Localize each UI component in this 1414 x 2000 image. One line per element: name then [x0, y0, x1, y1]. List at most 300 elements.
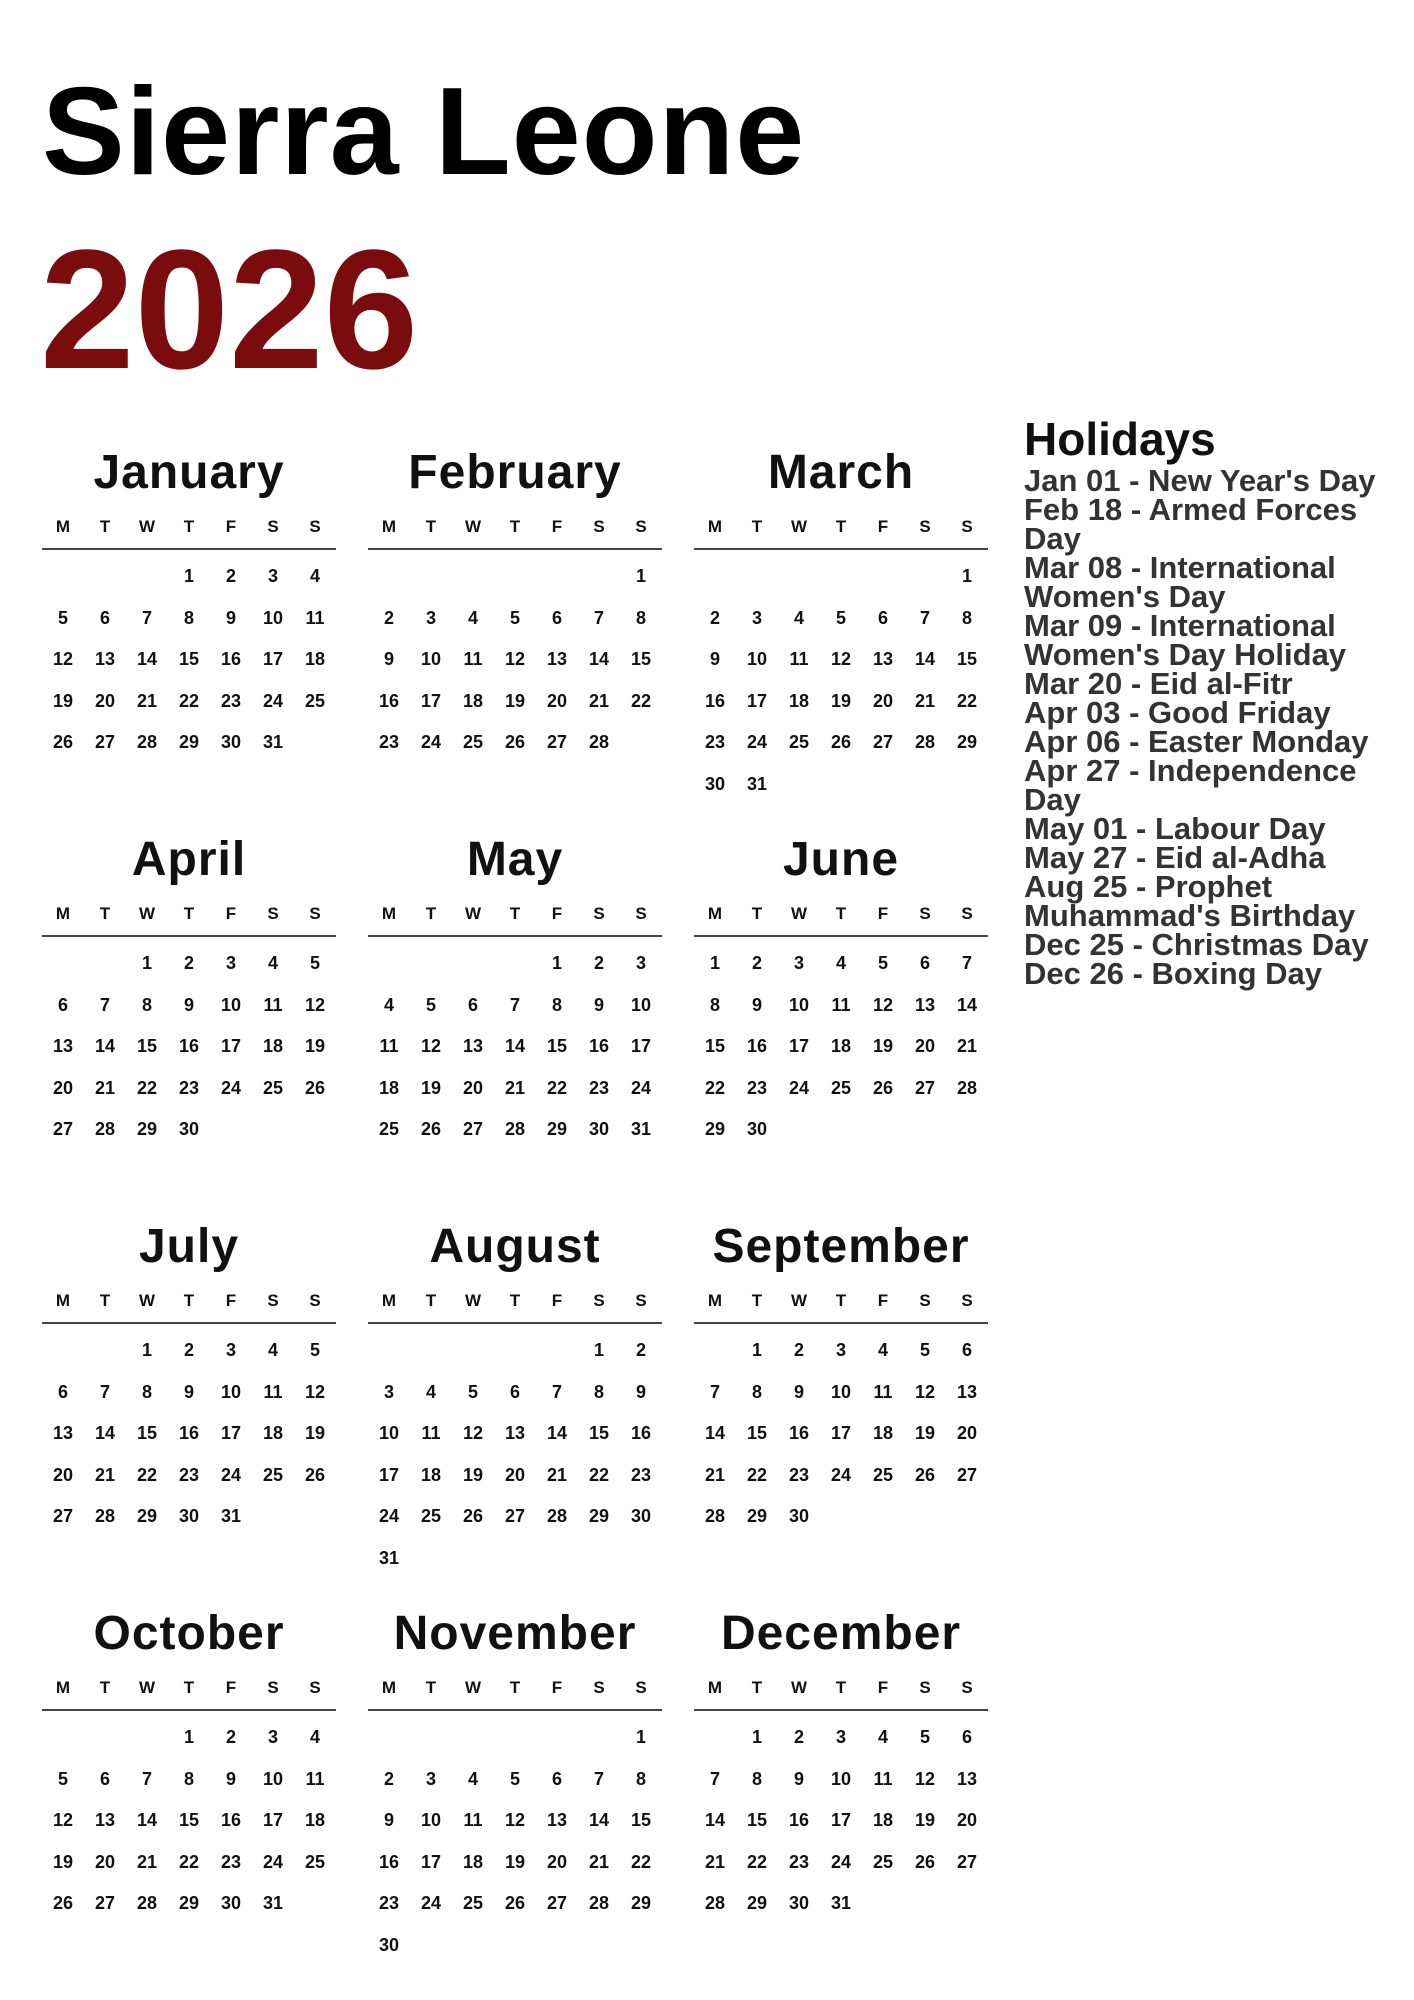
- weekday-label: T: [425, 1291, 437, 1310]
- weekday-label: T: [509, 1678, 521, 1697]
- months-grid: [42, 440, 992, 1988]
- day-cell: 12: [504, 649, 526, 669]
- weekday-label: M: [55, 517, 71, 536]
- day-cell: 11: [379, 1036, 399, 1056]
- weekday-label: S: [309, 904, 321, 923]
- year-title: 2026: [40, 215, 419, 405]
- day-cell: 14: [588, 649, 610, 669]
- day-cell: 23: [220, 690, 242, 711]
- weekday-label: T: [99, 517, 111, 536]
- day-cell: 12: [830, 649, 852, 669]
- weekday-header-row: [42, 893, 336, 937]
- day-cell: 23: [746, 1077, 768, 1098]
- day-cell: 14: [94, 1423, 116, 1443]
- day-grid: [694, 1711, 988, 1925]
- day-cell: 26: [462, 1506, 484, 1526]
- weekday-label: M: [707, 1678, 723, 1697]
- empty-cell: [862, 556, 904, 598]
- empty-cell: [368, 1330, 410, 1372]
- day-cell: 22: [546, 1077, 568, 1098]
- day-cell: 21: [94, 1077, 116, 1098]
- weekday-header-row: [42, 1667, 336, 1711]
- day-cell: 20: [914, 1036, 936, 1056]
- day-cell: 1: [141, 953, 152, 973]
- day-cell: 11: [305, 607, 325, 628]
- day-cell: 4: [835, 953, 846, 973]
- day-cell: 5: [467, 1381, 478, 1402]
- month-july: [42, 1214, 336, 1601]
- weekday-label: S: [961, 904, 973, 923]
- day-cell: 22: [746, 1851, 768, 1872]
- month-name: January: [93, 446, 285, 499]
- day-cell: 9: [183, 1381, 194, 1402]
- day-cell: 19: [304, 1036, 326, 1056]
- day-cell: 5: [509, 1768, 520, 1789]
- day-cell: 27: [546, 1893, 568, 1913]
- empty-cell: [778, 556, 820, 598]
- day-cell: 7: [593, 1768, 604, 1789]
- day-cell: 3: [425, 607, 436, 628]
- day-cell: 28: [588, 732, 610, 752]
- day-cell: 14: [704, 1423, 726, 1443]
- month-december: [694, 1601, 988, 1988]
- day-cell: 25: [872, 1464, 894, 1485]
- day-cell: 31: [262, 1893, 284, 1913]
- day-cell: 13: [956, 1768, 978, 1789]
- day-cell: 2: [635, 1340, 646, 1360]
- day-cell: 19: [872, 1036, 894, 1056]
- holiday-item: Mar 09 - International Women's Day Holiday: [1024, 608, 1347, 672]
- weekday-label: S: [961, 517, 973, 536]
- day-cell: 24: [830, 1464, 852, 1485]
- day-grid: [368, 1711, 662, 1966]
- day-cell: 4: [309, 1727, 320, 1747]
- month-january: [42, 440, 336, 827]
- day-cell: 7: [709, 1381, 720, 1402]
- day-cell: 26: [872, 1077, 894, 1098]
- day-cell: 9: [751, 994, 762, 1015]
- day-cell: 17: [830, 1423, 852, 1443]
- day-cell: 15: [630, 1810, 652, 1830]
- day-cell: 28: [914, 732, 936, 752]
- day-cell: 17: [788, 1036, 810, 1056]
- weekday-label: T: [425, 1678, 437, 1697]
- holiday-item: Feb 18 - Armed Forces Day: [1024, 492, 1358, 556]
- day-cell: 24: [262, 1851, 284, 1872]
- weekday-label: T: [751, 517, 763, 536]
- day-cell: 30: [588, 1119, 610, 1139]
- weekday-label: W: [138, 517, 156, 536]
- weekday-label: F: [225, 517, 237, 536]
- month-name: August: [429, 1220, 601, 1273]
- weekday-label: T: [835, 1291, 847, 1310]
- day-cell: 9: [383, 1810, 394, 1830]
- day-cell: 10: [262, 607, 284, 628]
- day-cell: 27: [52, 1506, 74, 1526]
- weekday-label: F: [877, 517, 889, 536]
- day-cell: 15: [746, 1423, 768, 1443]
- day-cell: 1: [183, 566, 194, 586]
- day-cell: 12: [420, 1036, 442, 1056]
- day-cell: 5: [509, 607, 520, 628]
- weekday-label: T: [183, 517, 195, 536]
- day-cell: 7: [141, 607, 152, 628]
- day-cell: 29: [746, 1893, 768, 1913]
- day-cell: 14: [136, 1810, 158, 1830]
- day-cell: 20: [956, 1810, 978, 1830]
- day-cell: 17: [630, 1036, 652, 1056]
- day-cell: 18: [872, 1810, 894, 1830]
- empty-cell: [694, 556, 736, 598]
- day-cell: 6: [919, 953, 930, 973]
- holiday-item: Apr 06 - Easter Monday: [1024, 724, 1369, 759]
- day-cell: 28: [704, 1893, 726, 1913]
- empty-cell: [368, 943, 410, 985]
- day-cell: 6: [99, 1768, 110, 1789]
- day-cell: 11: [873, 1768, 893, 1789]
- day-cell: 3: [383, 1381, 394, 1402]
- day-cell: 27: [504, 1506, 526, 1526]
- day-cell: 26: [914, 1464, 936, 1485]
- weekday-label: S: [593, 1291, 605, 1310]
- empty-cell: [578, 556, 620, 598]
- day-cell: 16: [178, 1036, 200, 1056]
- day-cell: 12: [304, 1381, 326, 1402]
- day-cell: 8: [709, 994, 720, 1015]
- day-cell: 15: [746, 1810, 768, 1830]
- day-cell: 10: [220, 994, 242, 1015]
- day-cell: 17: [262, 649, 284, 669]
- weekday-label: W: [790, 1678, 808, 1697]
- day-cell: 26: [304, 1077, 326, 1098]
- day-cell: 16: [588, 1036, 610, 1056]
- day-cell: 16: [630, 1423, 652, 1443]
- day-cell: 10: [630, 994, 652, 1015]
- day-cell: 17: [746, 690, 768, 711]
- empty-cell: [84, 1330, 126, 1372]
- weekday-label: S: [635, 517, 647, 536]
- day-cell: 21: [956, 1036, 978, 1056]
- holiday-item: Mar 20 - Eid al-Fitr: [1024, 666, 1293, 701]
- weekday-label: M: [55, 1291, 71, 1310]
- holiday-item: Apr 27 - Independence Day: [1024, 753, 1357, 817]
- day-cell: 2: [793, 1727, 804, 1747]
- weekday-label: T: [509, 517, 521, 536]
- day-cell: 27: [462, 1119, 484, 1139]
- day-cell: 29: [178, 732, 200, 752]
- weekday-label: M: [381, 904, 397, 923]
- month-name: December: [720, 1607, 962, 1660]
- weekday-header-row: [368, 506, 662, 550]
- weekday-label: M: [707, 1291, 723, 1310]
- day-cell: 8: [551, 994, 562, 1015]
- day-cell: 16: [220, 1810, 242, 1830]
- day-cell: 12: [914, 1381, 936, 1402]
- weekday-label: S: [593, 517, 605, 536]
- day-cell: 25: [830, 1077, 852, 1098]
- day-cell: 20: [462, 1077, 484, 1098]
- day-cell: 21: [136, 1851, 158, 1872]
- weekday-header-row: [368, 1280, 662, 1324]
- weekday-label: T: [183, 1678, 195, 1697]
- day-cell: 24: [630, 1077, 652, 1098]
- day-cell: 16: [220, 649, 242, 669]
- day-cell: 7: [99, 994, 110, 1015]
- day-cell: 21: [704, 1464, 726, 1485]
- day-cell: 30: [378, 1934, 400, 1955]
- day-cell: 1: [751, 1340, 762, 1360]
- day-cell: 25: [420, 1506, 442, 1526]
- day-cell: 26: [830, 732, 852, 752]
- day-cell: 2: [383, 1768, 394, 1789]
- day-cell: 15: [178, 649, 200, 669]
- weekday-label: S: [267, 1678, 279, 1697]
- day-cell: 20: [956, 1423, 978, 1443]
- day-cell: 5: [425, 994, 436, 1015]
- day-cell: 18: [304, 1810, 326, 1830]
- day-cell: 4: [877, 1340, 888, 1360]
- day-cell: 25: [262, 1077, 284, 1098]
- day-cell: 12: [914, 1768, 936, 1789]
- holiday-list: [1024, 463, 1404, 991]
- day-cell: 24: [746, 732, 768, 752]
- day-cell: 7: [141, 1768, 152, 1789]
- day-cell: 1: [183, 1727, 194, 1747]
- day-cell: 8: [141, 994, 152, 1015]
- empty-cell: [694, 1330, 736, 1372]
- day-cell: 20: [52, 1464, 74, 1485]
- day-cell: 19: [914, 1423, 936, 1443]
- day-cell: 28: [136, 1893, 158, 1913]
- day-cell: 12: [504, 1810, 526, 1830]
- day-cell: 6: [551, 607, 562, 628]
- day-cell: 10: [420, 1810, 442, 1830]
- holiday-item: Mar 08 - International Women's Day: [1024, 550, 1336, 614]
- day-cell: 30: [178, 1506, 200, 1526]
- day-cell: 7: [99, 1381, 110, 1402]
- day-cell: 21: [504, 1077, 526, 1098]
- day-cell: 26: [504, 1893, 526, 1913]
- day-cell: 26: [420, 1119, 442, 1139]
- weekday-label: W: [464, 1291, 482, 1310]
- day-cell: 19: [504, 690, 526, 711]
- empty-cell: [536, 556, 578, 598]
- day-cell: 4: [383, 994, 394, 1015]
- day-cell: 26: [504, 732, 526, 752]
- day-cell: 17: [220, 1036, 242, 1056]
- day-cell: 27: [956, 1851, 978, 1872]
- weekday-header-row: [694, 1280, 988, 1324]
- holidays-panel: [1024, 412, 1404, 991]
- day-cell: 10: [262, 1768, 284, 1789]
- day-cell: 24: [220, 1464, 242, 1485]
- weekday-label: S: [267, 904, 279, 923]
- day-cell: 5: [57, 1768, 68, 1789]
- weekday-label: S: [919, 517, 931, 536]
- month-may: [368, 827, 662, 1214]
- day-cell: 2: [709, 607, 720, 628]
- day-cell: 1: [635, 566, 646, 586]
- weekday-label: S: [635, 1678, 647, 1697]
- day-cell: 14: [588, 1810, 610, 1830]
- day-cell: 25: [262, 1464, 284, 1485]
- weekday-label: S: [919, 1678, 931, 1697]
- day-cell: 13: [462, 1036, 484, 1056]
- day-cell: 15: [704, 1036, 726, 1056]
- weekday-header-row: [694, 506, 988, 550]
- month-name: October: [93, 1607, 285, 1660]
- day-cell: 2: [183, 1340, 194, 1360]
- day-cell: 7: [961, 953, 972, 973]
- day-cell: 16: [746, 1036, 768, 1056]
- day-cell: 5: [919, 1340, 930, 1360]
- day-cell: 6: [551, 1768, 562, 1789]
- day-cell: 7: [551, 1381, 562, 1402]
- weekday-label: T: [751, 904, 763, 923]
- day-cell: 21: [588, 1851, 610, 1872]
- empty-cell: [494, 556, 536, 598]
- weekday-label: S: [961, 1678, 973, 1697]
- day-cell: 30: [178, 1119, 200, 1139]
- day-cell: 14: [914, 649, 936, 669]
- day-cell: 22: [746, 1464, 768, 1485]
- empty-cell: [410, 1717, 452, 1759]
- day-cell: 15: [546, 1036, 568, 1056]
- day-cell: 15: [956, 649, 978, 669]
- day-cell: 25: [304, 690, 326, 711]
- day-cell: 9: [793, 1768, 804, 1789]
- day-cell: 31: [630, 1119, 652, 1139]
- day-cell: 25: [872, 1851, 894, 1872]
- weekday-header-row: [42, 1280, 336, 1324]
- day-cell: 22: [136, 1077, 158, 1098]
- day-cell: 18: [788, 690, 810, 711]
- weekday-label: M: [381, 1291, 397, 1310]
- empty-cell: [736, 556, 778, 598]
- day-cell: 3: [835, 1727, 846, 1747]
- weekday-label: W: [790, 1291, 808, 1310]
- day-cell: 30: [220, 732, 242, 752]
- day-grid: [368, 1324, 662, 1579]
- empty-cell: [126, 1717, 168, 1759]
- day-cell: 27: [52, 1119, 74, 1139]
- day-cell: 9: [225, 1768, 236, 1789]
- day-cell: 3: [635, 953, 646, 973]
- day-cell: 29: [746, 1506, 768, 1526]
- weekday-header-row: [368, 893, 662, 937]
- day-cell: 17: [420, 690, 442, 711]
- weekday-label: F: [551, 517, 563, 536]
- day-cell: 14: [94, 1036, 116, 1056]
- day-cell: 1: [141, 1340, 152, 1360]
- day-cell: 10: [830, 1381, 852, 1402]
- weekday-label: M: [381, 1678, 397, 1697]
- day-cell: 18: [262, 1423, 284, 1443]
- day-cell: 8: [183, 607, 194, 628]
- day-grid: [42, 1711, 336, 1925]
- weekday-label: W: [138, 1291, 156, 1310]
- weekday-label: W: [790, 517, 808, 536]
- weekday-label: S: [919, 904, 931, 923]
- day-cell: 15: [588, 1423, 610, 1443]
- day-cell: 23: [788, 1464, 810, 1485]
- month-october: [42, 1601, 336, 1988]
- day-cell: 18: [378, 1077, 400, 1098]
- day-cell: 21: [704, 1851, 726, 1872]
- month-name: April: [131, 833, 247, 886]
- day-cell: 14: [504, 1036, 526, 1056]
- day-cell: 3: [225, 953, 236, 973]
- empty-cell: [410, 556, 452, 598]
- day-grid: [42, 1324, 336, 1538]
- day-cell: 24: [420, 1893, 442, 1913]
- empty-cell: [84, 556, 126, 598]
- day-cell: 1: [551, 953, 562, 973]
- weekday-label: W: [138, 1678, 156, 1697]
- day-cell: 9: [183, 994, 194, 1015]
- weekday-label: S: [309, 517, 321, 536]
- weekday-label: T: [99, 1678, 111, 1697]
- day-cell: 22: [956, 690, 978, 711]
- day-cell: 5: [309, 953, 320, 973]
- day-cell: 23: [630, 1464, 652, 1485]
- day-cell: 19: [52, 1851, 74, 1872]
- day-cell: 13: [914, 994, 936, 1015]
- day-cell: 2: [225, 1727, 236, 1747]
- day-cell: 4: [467, 1768, 478, 1789]
- month-june: [694, 827, 988, 1214]
- day-cell: 22: [630, 1851, 652, 1872]
- empty-cell: [578, 1717, 620, 1759]
- day-cell: 23: [788, 1851, 810, 1872]
- weekday-label: T: [183, 904, 195, 923]
- day-cell: 16: [378, 690, 400, 711]
- day-cell: 29: [178, 1893, 200, 1913]
- empty-cell: [694, 1717, 736, 1759]
- day-cell: 28: [94, 1506, 116, 1526]
- day-cell: 6: [57, 1381, 68, 1402]
- day-cell: 29: [704, 1119, 726, 1139]
- day-cell: 9: [593, 994, 604, 1015]
- empty-cell: [820, 556, 862, 598]
- day-cell: 22: [630, 690, 652, 711]
- day-cell: 22: [178, 1851, 200, 1872]
- day-cell: 13: [504, 1423, 526, 1443]
- weekday-label: F: [225, 1678, 237, 1697]
- weekday-label: S: [919, 1291, 931, 1310]
- day-cell: 5: [877, 953, 888, 973]
- day-cell: 8: [183, 1768, 194, 1789]
- weekday-label: S: [635, 904, 647, 923]
- day-cell: 16: [788, 1810, 810, 1830]
- month-november: [368, 1601, 662, 1988]
- empty-cell: [452, 1717, 494, 1759]
- weekday-label: W: [138, 904, 156, 923]
- holiday-item: Jan 01 - New Year's Day: [1024, 463, 1376, 498]
- month-name: July: [138, 1220, 240, 1273]
- day-cell: 6: [467, 994, 478, 1015]
- day-cell: 11: [463, 1810, 483, 1830]
- weekday-label: T: [835, 904, 847, 923]
- weekday-label: S: [961, 1291, 973, 1310]
- empty-cell: [42, 943, 84, 985]
- day-cell: 23: [220, 1851, 242, 1872]
- day-cell: 10: [420, 649, 442, 669]
- day-cell: 11: [305, 1768, 325, 1789]
- empty-cell: [42, 1717, 84, 1759]
- holiday-item: May 01 - Labour Day: [1024, 811, 1326, 846]
- month-february: [368, 440, 662, 827]
